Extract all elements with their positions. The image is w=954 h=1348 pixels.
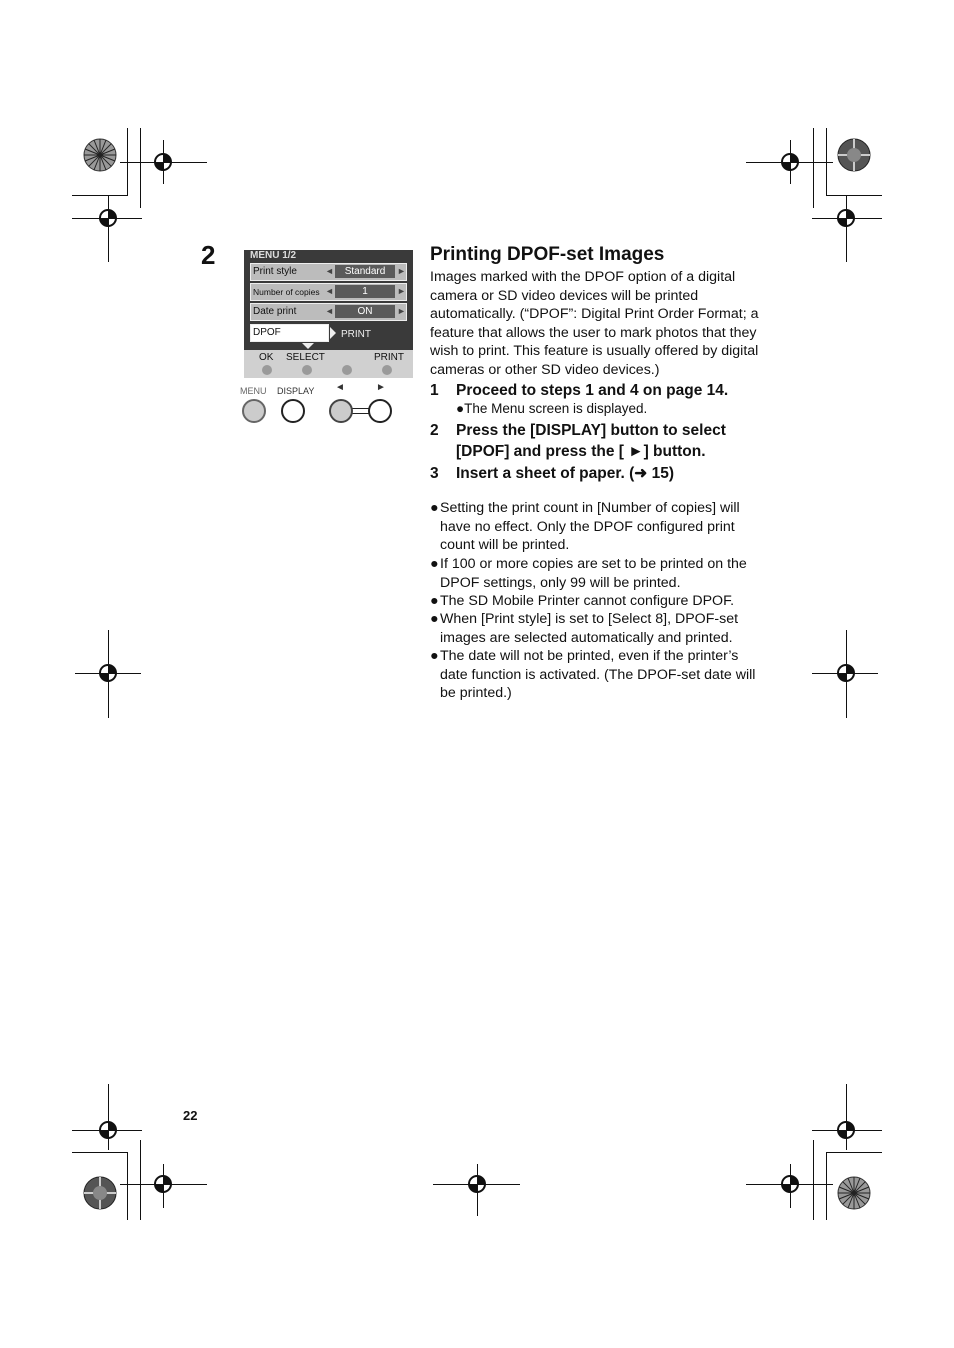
note-item <box>430 647 780 703</box>
step-text: Insert a sheet of paper. (➜ 15) <box>456 465 674 482</box>
step-number: 1 <box>430 382 439 399</box>
step-2 <box>430 420 726 462</box>
note-line: count will be printed. <box>440 537 570 554</box>
right-button-label: ► <box>376 382 386 393</box>
intro-line: wish to print. This feature is usually offered by digital <box>430 343 759 360</box>
note-line: have no effect. Only the DPOF configured print <box>440 518 735 535</box>
left-button-icon <box>329 399 353 423</box>
crosshair-icon <box>835 662 857 684</box>
bullet-icon: ● <box>430 556 439 572</box>
left-arrow-icon: ◄ <box>325 286 334 296</box>
note-line: If 100 or more copies are set to be printed on the <box>440 556 747 572</box>
intro-line: camera or SD video devices will be printed <box>430 287 699 304</box>
crosshair-icon <box>835 1119 857 1141</box>
note-item <box>430 499 780 555</box>
softkey-dot-icon <box>382 365 392 375</box>
menu-title: MENU 1/2 <box>250 250 297 261</box>
color-target-icon <box>83 1176 117 1210</box>
intro-line: cameras or other SD video devices.) <box>430 361 660 378</box>
menu-row-label: Date print <box>253 306 297 317</box>
note-line: date function is activated. (The DPOF-set date will <box>440 666 756 683</box>
crosshair-icon <box>152 151 174 173</box>
menu-row-label: Number of copies <box>253 287 320 297</box>
menu-screen-illustration <box>244 250 413 378</box>
note-line: Setting the print count in [Number of copies] will <box>440 500 740 516</box>
note-item <box>430 610 780 647</box>
page-number: 22 <box>183 1108 198 1123</box>
menu-row-value: 1 <box>335 285 395 298</box>
menu-item-dpof <box>250 324 329 342</box>
bullet-icon: ● <box>430 500 439 516</box>
note-line: The date will not be printed, even if the printer’s <box>440 648 739 664</box>
menu-row-value: ON <box>335 305 395 318</box>
note-item <box>430 592 780 611</box>
button-connector <box>350 408 370 414</box>
note-item <box>430 555 780 592</box>
starburst-target-icon <box>837 1176 871 1210</box>
crosshair-icon <box>779 1173 801 1195</box>
right-arrow-icon: ► <box>397 266 406 276</box>
right-arrow-icon: ► <box>397 286 406 296</box>
softkey-dot-icon <box>342 365 352 375</box>
menu-row-value: Standard <box>335 265 395 278</box>
softkey-dot-icon <box>262 365 272 375</box>
step-text: Proceed to steps 1 and 4 on page 14. <box>456 382 729 399</box>
softkey-dot-icon <box>302 365 312 375</box>
step-1 <box>430 380 728 401</box>
intro-paragraph <box>430 268 759 380</box>
right-button-icon <box>368 399 392 423</box>
step-3 <box>430 463 674 484</box>
crosshair-icon <box>466 1173 488 1195</box>
note-line: The SD Mobile Printer cannot configure DPOF. <box>440 593 735 609</box>
crosshair-icon <box>835 207 857 229</box>
display-button-icon <box>281 399 305 423</box>
step-text: Press the [DISPLAY] button to select <box>456 422 726 439</box>
step-number: 2 <box>201 240 216 270</box>
bullet-icon: ● <box>430 648 439 664</box>
intro-line: automatically. (“DPOF”: Digital Print Order Format; a <box>430 306 759 323</box>
step-1-note: ●The Menu screen is displayed. <box>456 401 648 416</box>
starburst-target-icon <box>83 138 117 172</box>
crosshair-icon <box>97 207 119 229</box>
menu-softkey-bar <box>244 350 413 378</box>
intro-line: Images marked with the DPOF option of a digital <box>430 269 736 285</box>
note-line: images are selected automatically and printed. <box>440 629 733 646</box>
left-arrow-icon: ◄ <box>325 266 334 276</box>
crosshair-icon <box>152 1173 174 1195</box>
menu-row-label: Print style <box>253 266 297 277</box>
section-heading: Printing DPOF-set Images <box>430 244 665 265</box>
right-arrow-icon: ► <box>397 306 406 316</box>
intro-line: feature that allows the user to mark photos that they <box>430 324 757 341</box>
left-button-label: ◄ <box>335 382 345 393</box>
print-label: PRINT <box>341 329 371 340</box>
step-text: [DPOF] and press the [ ►] button. <box>456 443 706 460</box>
play-arrow-icon <box>330 327 336 339</box>
softkey-label-select: SELECT <box>286 352 325 363</box>
menu-button-label: MENU <box>240 386 267 396</box>
bullet-icon: ● <box>430 593 439 609</box>
note-line: DPOF settings, only 99 will be printed. <box>440 574 681 591</box>
menu-row-print-style <box>250 263 407 281</box>
crosshair-icon <box>97 1119 119 1141</box>
color-target-icon <box>837 138 871 172</box>
note-line: When [Print style] is set to [Select 8], DPOF-set <box>440 611 739 627</box>
scroll-down-arrow-icon <box>302 343 314 349</box>
bullet-icon: ● <box>430 611 439 627</box>
note-line: be printed.) <box>440 685 512 702</box>
softkey-label-ok: OK <box>259 352 274 363</box>
menu-button-icon <box>242 399 266 423</box>
left-arrow-icon: ◄ <box>325 306 334 316</box>
step-number: 3 <box>430 465 439 482</box>
dpof-label: DPOF <box>253 327 281 338</box>
softkey-label-print: PRINT <box>374 352 404 363</box>
display-button-label: DISPLAY <box>277 386 315 396</box>
menu-row-number-of-copies <box>250 283 407 301</box>
crosshair-icon <box>97 662 119 684</box>
menu-row-date-print <box>250 303 407 321</box>
step-number: 2 <box>430 422 439 439</box>
crosshair-icon <box>779 151 801 173</box>
